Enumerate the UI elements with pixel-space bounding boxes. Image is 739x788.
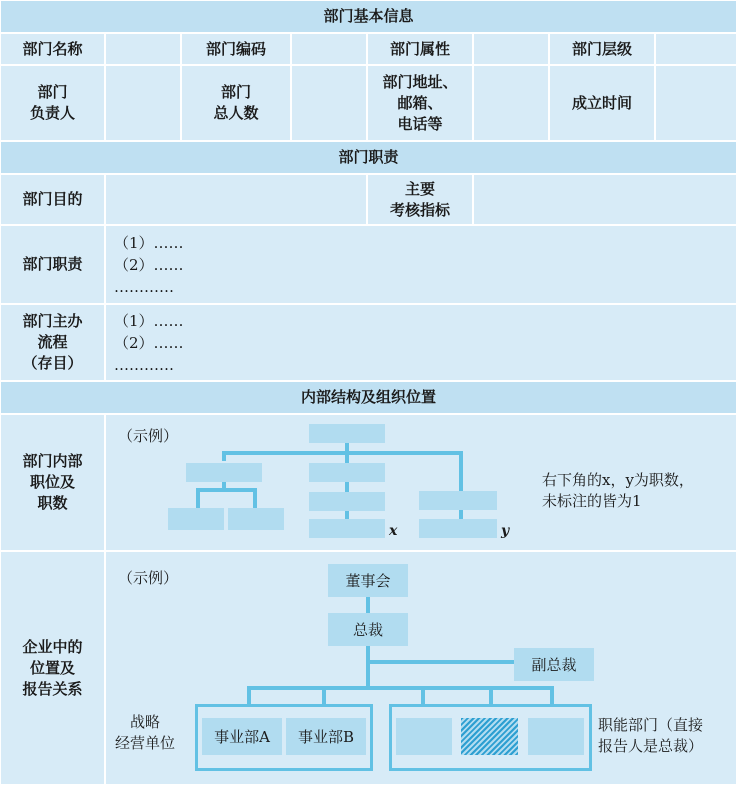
- connector-line: [247, 686, 251, 704]
- section-title: 内部结构及组织位置: [300, 388, 436, 406]
- label-text: 部门地址、 邮箱、 电话等: [382, 72, 458, 133]
- value-dept-attribute: [474, 34, 548, 64]
- org-box-bottom-left-1: [168, 508, 224, 530]
- connector-line: [421, 686, 425, 704]
- label-text: 部门层级: [571, 39, 632, 58]
- label-text: 企业中的 位置及 报告关系: [22, 637, 83, 698]
- connector-line: [253, 488, 257, 508]
- label-text: 部门内部 职位及 职数: [22, 452, 83, 512]
- connector-line: [345, 482, 349, 492]
- label-text: 部门目的: [22, 190, 83, 208]
- count-mark-x: x: [389, 523, 398, 539]
- label-address: [368, 66, 472, 140]
- duty-list: （1）…… （2）…… …………: [114, 233, 184, 296]
- president-label: 总裁: [352, 621, 383, 639]
- connector-line: [459, 510, 463, 519]
- connector-line: [366, 660, 514, 664]
- vp-label: 副总裁: [531, 656, 577, 674]
- value-duties: [106, 226, 736, 303]
- section-header-structure: [1, 382, 736, 413]
- label-dept-head: [1, 66, 104, 140]
- connector-line: [489, 686, 493, 704]
- section-header-duties: [1, 142, 736, 173]
- board-box: [328, 564, 408, 597]
- org-box-right-1: [419, 491, 497, 510]
- functional-dept-box-3: [528, 718, 584, 755]
- value-dept-head: [106, 66, 180, 140]
- connector-line: [366, 597, 370, 613]
- label-text: 部门名称: [22, 39, 83, 58]
- connector-line: [247, 686, 554, 690]
- label-text: 主要 考核指标: [389, 179, 450, 219]
- label-internal-positions: [1, 415, 104, 550]
- vp-box: [514, 648, 594, 681]
- label-process: [1, 305, 104, 380]
- org-box-center-2: [309, 492, 385, 511]
- functional-dept-box-highlighted: [461, 718, 518, 755]
- label-text: 成立时间: [571, 93, 632, 112]
- label-dept-attribute: [368, 34, 472, 64]
- value-headcount: [292, 66, 366, 140]
- connector-line: [345, 511, 349, 519]
- value-dept-level: [656, 34, 736, 64]
- functional-dept-note: 职能部门（直接 报告人是总裁）: [598, 716, 704, 755]
- connector-line: [550, 686, 554, 704]
- org-box-center-1: [309, 463, 385, 482]
- label-text: 部门编码: [205, 39, 266, 58]
- label-text: 部门属性: [389, 39, 450, 58]
- value-dept-name: [106, 34, 180, 64]
- connector-line: [222, 451, 462, 455]
- count-mark-y: y: [501, 523, 510, 539]
- label-kpi: [368, 175, 472, 224]
- connector-line: [345, 451, 349, 463]
- label-text: 部门职责: [22, 255, 83, 273]
- label-duties: [1, 226, 104, 303]
- connector-line: [196, 488, 200, 508]
- process-list: （1）…… （2）…… …………: [114, 311, 184, 374]
- org-box-right-y: [419, 519, 497, 538]
- president-box: [328, 613, 408, 646]
- position-count-note: 右下角的x，y为职数， 未标注的皆为1: [542, 471, 694, 510]
- example-label: （示例）: [118, 427, 179, 445]
- connector-line: [459, 451, 463, 491]
- label-headcount: [182, 66, 290, 140]
- label-text: 部门 总人数: [213, 83, 259, 122]
- org-box-center-x: [309, 519, 385, 538]
- business-unit-a-label: 事业部A: [214, 728, 270, 746]
- business-unit-a-box: [202, 718, 282, 755]
- label-purpose: [1, 175, 104, 224]
- strategic-unit-label: 战略 经营单位: [115, 713, 176, 752]
- connector-line: [322, 686, 326, 704]
- label-dept-name: [1, 34, 104, 64]
- connector-line: [366, 646, 370, 686]
- board-label: 董事会: [345, 572, 391, 590]
- label-dept-code: [182, 34, 290, 64]
- org-box-left-mid: [186, 463, 262, 482]
- label-dept-level: [550, 34, 654, 64]
- value-founded: [656, 66, 736, 140]
- functional-dept-box-1: [396, 718, 452, 755]
- section-title: 部门基本信息: [323, 7, 414, 25]
- label-founded: [550, 66, 654, 140]
- section-header-basic-info: [1, 1, 736, 32]
- label-enterprise-position: [1, 552, 104, 784]
- value-kpi: [474, 175, 736, 224]
- value-purpose: [106, 175, 366, 224]
- section-title: 部门职责: [338, 148, 399, 166]
- business-unit-b-box: [286, 718, 366, 755]
- value-dept-code: [292, 34, 366, 64]
- connector-line: [222, 451, 226, 461]
- org-box-bottom-left-2: [228, 508, 284, 530]
- label-text: 部门主办 流程 （存目）: [22, 312, 83, 372]
- value-process: [106, 305, 736, 380]
- label-text: 部门 负责人: [29, 83, 75, 122]
- value-address: [474, 66, 548, 140]
- connector-line: [196, 488, 256, 492]
- business-unit-b-label: 事业部B: [297, 728, 355, 746]
- example-label: （示例）: [118, 569, 179, 587]
- org-box-top: [309, 424, 385, 443]
